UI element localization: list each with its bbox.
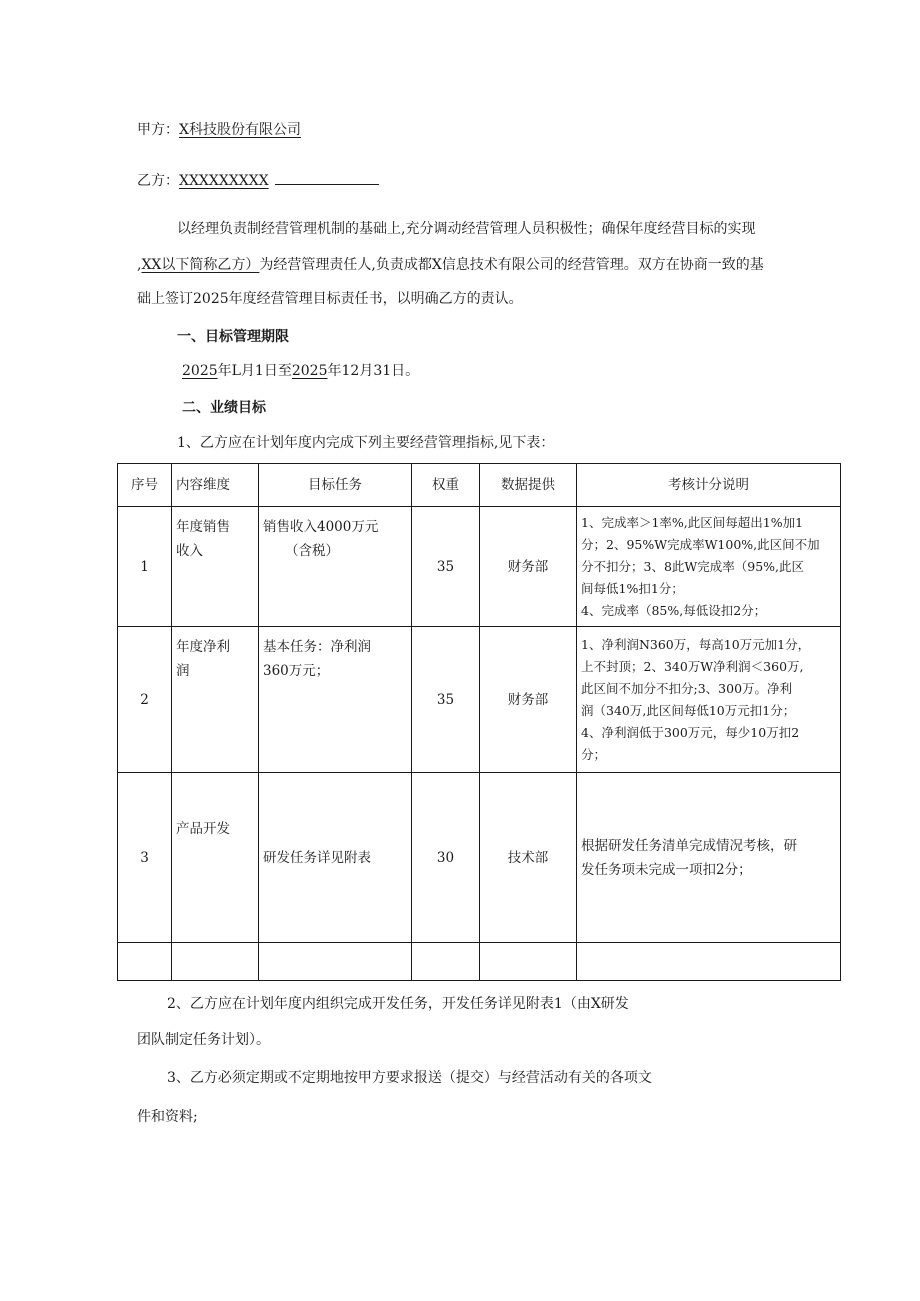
intro-party-b-alias: XX以下简称乙方） (141, 257, 260, 273)
table-row (118, 627, 841, 773)
party-b-blank (275, 170, 379, 185)
table-row (118, 507, 841, 627)
empty-cell (118, 943, 172, 981)
row2-scoring-line: 1、净利润N360万，每高10万元加1分， (581, 636, 811, 652)
row1-scoring-line: 分；2、95%W完成率W100%,此区间不加 (581, 536, 820, 552)
intro-line-3: 础上签订2025年度经营管理目标责任书，以明确乙方的责认。 (137, 291, 523, 307)
row2-scoring-line: 润（340万,此区间每低10万元扣1分； (581, 702, 796, 718)
row2-task-line: 基本任务：净利润 (263, 639, 371, 655)
row1-task-line: 销售收入4000万元 (263, 519, 379, 535)
intro-line-2-prefix: , (137, 257, 142, 273)
row2-dimension-line: 润 (176, 663, 190, 679)
item3-line-1: 3、乙方必须定期或不定期地按甲方要求报送（提交）与经营活动有关的各项文 (167, 1070, 652, 1086)
intro-line-2-rest: 为经营管理责任人,负责成都X信息技术有限公司的经营管理。双方在协商一致的基 (259, 257, 764, 273)
period-end-text: 年12月31日。 (327, 363, 420, 379)
period-start-year: 2025 (182, 363, 218, 379)
row1-dimension-line: 年度销售 (176, 519, 230, 535)
row3-scoring (577, 773, 841, 943)
period-start-text: 年L月1日至 (217, 363, 292, 379)
section2-heading: 二、业绩目标 (182, 400, 266, 416)
row2-scoring (577, 627, 841, 773)
table-row (118, 773, 841, 943)
header-no: 序号 (118, 464, 172, 507)
row3-task (259, 773, 412, 943)
row2-task (259, 627, 412, 773)
row3-scoring-line: 根据研发任务清单完成情况考核，研 (581, 837, 797, 854)
table-empty-row (118, 943, 841, 981)
party-b-line (137, 170, 379, 191)
row3-task-line: 研发任务详见附表 (263, 849, 371, 866)
row1-weight: 35 (412, 507, 480, 627)
header-weight: 权重 (412, 464, 480, 507)
party-a-name: X科技股份有限公司 (179, 122, 301, 138)
header-scoring: 考核计分说明 (577, 464, 841, 507)
party-a-label: 甲方： (137, 122, 179, 138)
party-b-name: XXXXXXXXX (179, 173, 269, 189)
empty-cell (412, 943, 480, 981)
section1-period (182, 361, 419, 381)
header-dimension: 内容维度 (172, 464, 259, 507)
period-end-year: 2025 (291, 363, 328, 379)
row1-task (259, 507, 412, 627)
row2-no: 2 (118, 627, 172, 773)
row2-provider: 财务部 (480, 627, 577, 773)
section1-heading: 一、目标管理期限 (177, 329, 289, 345)
item3-line-2: 件和资料; (137, 1109, 198, 1125)
party-a-line (137, 120, 301, 140)
row1-scoring-line: 分不扣分；3、8此W完成率（95%,此区 (581, 558, 805, 574)
empty-cell (172, 943, 259, 981)
header-provider: 数据提供 (480, 464, 577, 507)
intro-line-2 (137, 255, 764, 275)
row1-scoring-line: 4、完成率（85%,每低设扣2分； (581, 602, 767, 618)
empty-cell (480, 943, 577, 981)
row3-no: 3 (118, 773, 172, 943)
item2-line-1: 2、乙方应在计划年度内组织完成开发任务，开发任务详见附表1（由X研发 (167, 996, 629, 1012)
row1-task-line: （含税） (285, 543, 339, 559)
row3-dimension-line: 产品开发 (176, 821, 230, 837)
row1-dimension-line: 收入 (176, 543, 203, 559)
row3-dimension (172, 773, 259, 943)
row1-scoring-line: 1、完成率＞1率%,此区间每超出1%加1 (581, 514, 804, 530)
row2-task-line: 360万元； (263, 663, 330, 679)
item2-line-2: 团队制定任务计划）。 (137, 1032, 270, 1048)
row2-dimension (172, 627, 259, 773)
row1-scoring-line: 间每低1%扣1分； (581, 580, 684, 596)
row3-weight: 30 (412, 773, 480, 943)
row2-scoring-line: 此区间不加分不扣分;3、300万。净利 (581, 680, 793, 696)
row2-weight: 35 (412, 627, 480, 773)
row3-scoring-line: 发任务项未完成一项扣2分； (581, 861, 752, 878)
row1-scoring (577, 507, 841, 627)
table-header-row (118, 464, 841, 507)
party-b-label: 乙方： (137, 173, 179, 189)
section2-item1: 1、乙方应在计划年度内完成下列主要经营管理指标,见下表： (177, 435, 555, 451)
header-task: 目标任务 (259, 464, 412, 507)
intro-line-1: 以经理负责制经营管理机制的基础上,充分调动经营管理人员积极性；确保年度经营目标的实现 (177, 221, 756, 237)
empty-cell (259, 943, 412, 981)
row2-scoring-line: 上不封顶；2、340万W净利润＜360万, (581, 658, 804, 674)
row2-dimension-line: 年度净利 (176, 639, 230, 655)
row1-provider: 财务部 (480, 507, 577, 627)
row1-no: 1 (118, 507, 172, 627)
row1-dimension (172, 507, 259, 627)
row2-scoring-line: 分； (581, 746, 607, 762)
performance-table (117, 463, 841, 981)
row2-scoring-line: 4、净利润低于300万元，每少10万扣2 (581, 724, 800, 740)
empty-cell (577, 943, 841, 981)
row3-provider: 技术部 (480, 773, 577, 943)
